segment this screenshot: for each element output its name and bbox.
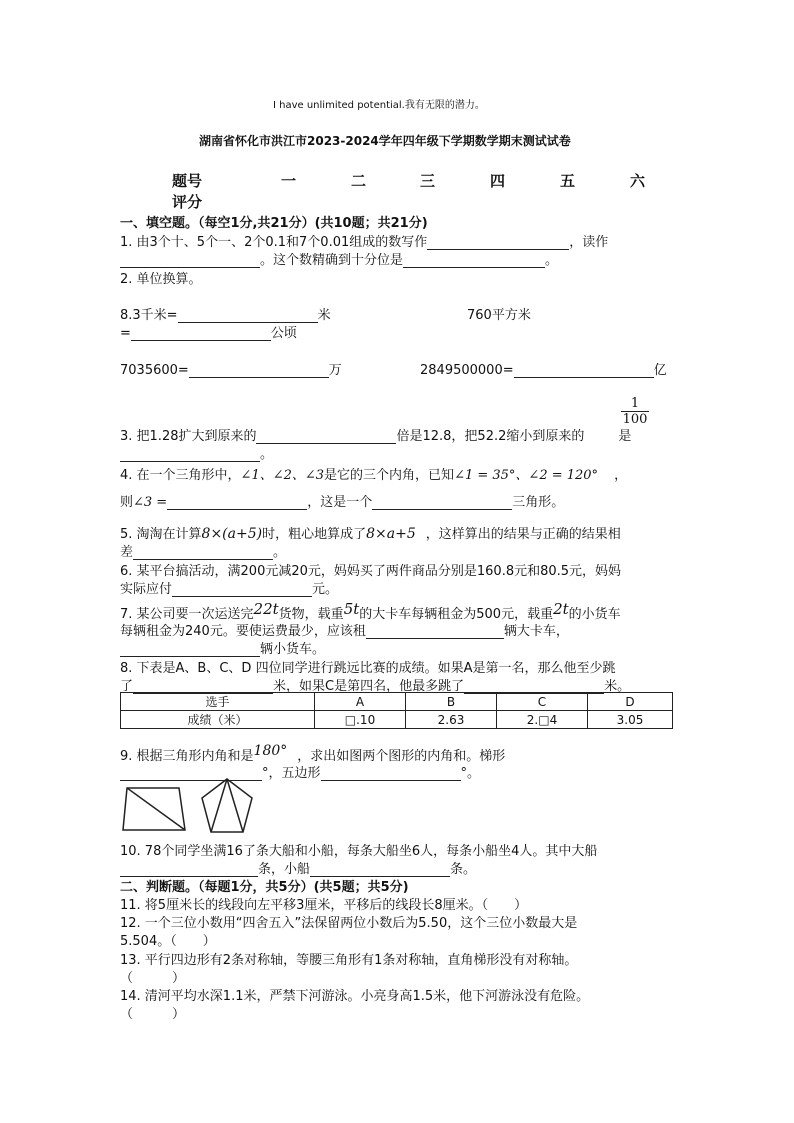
q2-d-blank[interactable] (514, 363, 654, 378)
table-cell: 2.□4 (497, 711, 588, 729)
table-header-cell: A (315, 693, 406, 711)
q6-text-b: 实际应付 (120, 582, 173, 597)
q3-fraction-numerator: 1 (630, 396, 640, 411)
q4-text-f: 三角形。 (512, 495, 565, 510)
q2-conversion-d (420, 359, 667, 378)
q7-text-c: 辆大卡车， (503, 624, 569, 639)
score-col-3: 三 (420, 172, 436, 190)
q1-text-a: 1. 由3个十、5个一、2个0.1和7个0.01组成的数写作 (120, 235, 428, 250)
q7-text-d: 辆小货车。 (260, 642, 326, 657)
q2-d-label: 2849500000= (420, 363, 514, 378)
table-cell: 2.63 (406, 711, 497, 729)
q3-fraction-denominator: 100 (622, 412, 648, 427)
score-col-1: 一 (281, 172, 297, 190)
q10-blank-big[interactable] (120, 862, 258, 877)
question-10-line-1: 10. 78个同学坐满16了条大船和小船，每条大船坐6人，每条小船坐4人。其中大船 (120, 844, 598, 859)
q9-text-a: 9. 根据三角形内角和是 (120, 749, 254, 764)
q3-text-c: 是 (618, 429, 632, 444)
q4-text-d: 则 (120, 495, 134, 510)
q2-b-label: 760平方米 (467, 308, 531, 323)
question-8-line-1: 8. 下表是A、B、C、D 四位同学进行跳远比赛的成绩。如果A是第一名，那么他至少跳 (120, 661, 616, 676)
q9-degree: 180° (253, 743, 288, 759)
q8-text-b: 了 (120, 679, 134, 694)
question-14-line-1: 14. 清河平均水深1.1米，严禁下河游泳。小亮身高1.5米，他下河游泳没有危险。 (120, 989, 590, 1004)
q4-text-c: ， (614, 468, 628, 483)
question-13-line-2: （ ） (120, 971, 186, 986)
q9-text-d: °。 (460, 766, 481, 781)
q3-blank-2[interactable] (120, 447, 260, 462)
question-2: 2. 单位换算。 (120, 272, 202, 287)
q10-text-b: 条，小船 (258, 862, 311, 877)
q9-text-c: °，五边形 (262, 766, 321, 781)
q5-text-d: 差 (120, 545, 134, 560)
q9-blank-pentagon[interactable] (321, 766, 461, 781)
q2-conversion-a (120, 304, 331, 323)
question-4-line-2 (120, 491, 564, 510)
page-title: 湖南省怀化市洪江市2023-2024学年四年级下学期数学期末测试试卷 (199, 134, 571, 148)
question-6-line-1: 6. 某平台搞活动，满200元减20元，妈妈买了两件商品分别是160.8元和80.5元，妈妈 (120, 564, 622, 579)
q6-blank[interactable] (172, 582, 312, 597)
q2-d-unit: 亿 (653, 363, 667, 378)
q5-text-a: 5. 淘淘在计算 (120, 527, 202, 542)
question-14-line-2: （ ） (120, 1007, 186, 1022)
question-4-line-1 (120, 464, 627, 483)
q8-text-d: 米。 (604, 679, 631, 694)
table-row (121, 711, 673, 729)
question-3-line-2 (120, 443, 273, 462)
q5-expression-correct: 8×(a+5) (201, 526, 263, 542)
question-7-line-1 (120, 600, 621, 622)
table-header-cell: 选手 (121, 693, 315, 711)
q1-blank-rounded[interactable] (403, 253, 545, 268)
q1-blank-read[interactable] (120, 253, 260, 268)
q4-text-b: 是它的三个内角，已知 (324, 468, 455, 483)
q7-text-a2: 货物，载重 (278, 607, 344, 622)
score-col-2: 二 (351, 172, 367, 190)
question-5-line-1 (120, 523, 621, 542)
question-1-line-2 (120, 249, 558, 268)
q5-expression-wrong: 8×a+5 (366, 526, 416, 542)
q10-text-c: 条。 (450, 862, 477, 877)
q10-blank-small[interactable] (310, 862, 450, 877)
q5-text-e: 。 (273, 545, 287, 560)
score-label-number: 题号 (172, 172, 203, 190)
motto: I have unlimited potential.我有无限的潜力。 (273, 100, 485, 111)
q2-conversion-b (120, 322, 297, 341)
question-1-line-1 (120, 231, 608, 250)
q2-b-equals: = (120, 326, 131, 341)
q2-conversion-c (120, 359, 342, 378)
q4-text-a: 4. 在一个三角形中， (120, 468, 241, 483)
q2-a-label: 8.3千米= (120, 308, 178, 323)
score-col-6: 六 (630, 172, 646, 190)
q3-text-b: 倍是12.8，把52.2缩小到原来的 (396, 429, 585, 444)
table-cell: 成绩（米） (121, 711, 315, 729)
q8-text-c: 米，如果C是第四名，他最多跳了 (273, 679, 465, 694)
question-10-line-2 (120, 858, 476, 877)
question-7-line-2 (120, 620, 569, 639)
q5-text-c: ，这样算出的结果与正确的结果相 (425, 527, 621, 542)
q1-text-c: 。这个数精确到十分位是 (260, 253, 404, 268)
q4-angles: ∠1、∠2、∠3 (240, 468, 325, 483)
q2-b-blank[interactable] (131, 326, 271, 341)
q9-text-b: ，求出如图两个图形的内角和。梯形 (297, 749, 506, 764)
table-header-cell: C (497, 693, 588, 711)
table-header-cell: B (406, 693, 497, 711)
section-1-heading: 一、填空题。（每空1分,共21分）(共10题；共21分) (120, 216, 428, 231)
pentagon-figure (198, 776, 256, 836)
question-12-line-2: 5.504。（ ） (120, 934, 216, 949)
q8-score-table (120, 692, 673, 729)
q2-a-blank[interactable] (178, 308, 318, 323)
q3-fraction (621, 396, 649, 427)
question-9-line-1 (120, 743, 505, 764)
question-9-line-2 (120, 762, 480, 781)
q1-blank-written[interactable] (427, 235, 569, 250)
table-row (121, 693, 673, 711)
q2-c-blank[interactable] (189, 363, 329, 378)
q4-given: ∠1 = 35°、∠2 = 120° (454, 468, 599, 483)
section-2-heading: 二、判断题。（每题1分，共5分）(共5题；共5分) (120, 880, 409, 895)
q7-weight-truck: 5t (343, 600, 360, 618)
q7-weight-van: 2t (553, 600, 569, 618)
score-label-score: 评分 (172, 193, 203, 211)
q7-text-b: 每辆租金为240元。要使运费最少，应该租 (120, 624, 366, 639)
q3-text-d: 。 (260, 447, 274, 462)
q2-c-unit: 万 (328, 363, 342, 378)
question-11: 11. 将5厘米长的线段向左平移3厘米，平移后的线段长8厘米。（ ） (120, 898, 528, 913)
score-col-5: 五 (560, 172, 576, 190)
q7-text-a3: 的大卡车每辆租金为500元，载重 (359, 607, 554, 622)
table-cell: 3.05 (588, 711, 673, 729)
q2-b-unit: 公顷 (270, 326, 297, 341)
q2-a-unit: 米 (317, 308, 331, 323)
question-13-line-1: 13. 平行四边形有2条对称轴，等腰三角形有1条对称轴，直角梯形没有对称轴。 (120, 953, 578, 968)
score-col-4: 四 (490, 172, 506, 190)
q2-c-label: 7035600= (120, 363, 189, 378)
q7-text-a1: 7. 某公司要一次运送完 (120, 607, 254, 622)
q5-blank[interactable] (133, 545, 273, 560)
q7-weight-total: 22t (253, 600, 279, 618)
q7-blank-trucks[interactable] (366, 624, 504, 639)
q3-blank-1[interactable] (256, 429, 396, 444)
question-6-line-2 (120, 578, 338, 597)
q4-ask: ∠3 = (133, 495, 168, 510)
trapezoid-figure (120, 782, 188, 834)
question-3-line-1 (120, 425, 631, 444)
q7-text-a4: 的小货车 (568, 607, 621, 622)
question-7-line-3 (120, 638, 325, 657)
q6-text-c: 元。 (312, 582, 339, 597)
q3-text-a: 3. 把1.28扩大到原来的 (120, 429, 257, 444)
table-header-cell: D (588, 693, 673, 711)
q1-text-d: 。 (545, 253, 559, 268)
q4-blank-angle[interactable] (167, 495, 307, 510)
q4-blank-type[interactable] (372, 495, 512, 510)
q4-text-e: ，这是一个 (307, 495, 373, 510)
question-12-line-1: 12. 一个三位小数用“四舍五入”法保留两位小数后为5.50，这个三位小数最大是 (120, 916, 578, 931)
question-5-line-2 (120, 541, 286, 560)
q7-blank-vans[interactable] (120, 642, 260, 657)
q5-text-b: 时，粗心地算成了 (262, 527, 367, 542)
q1-text-b: ，读作 (569, 235, 609, 250)
table-cell: □.10 (315, 711, 406, 729)
